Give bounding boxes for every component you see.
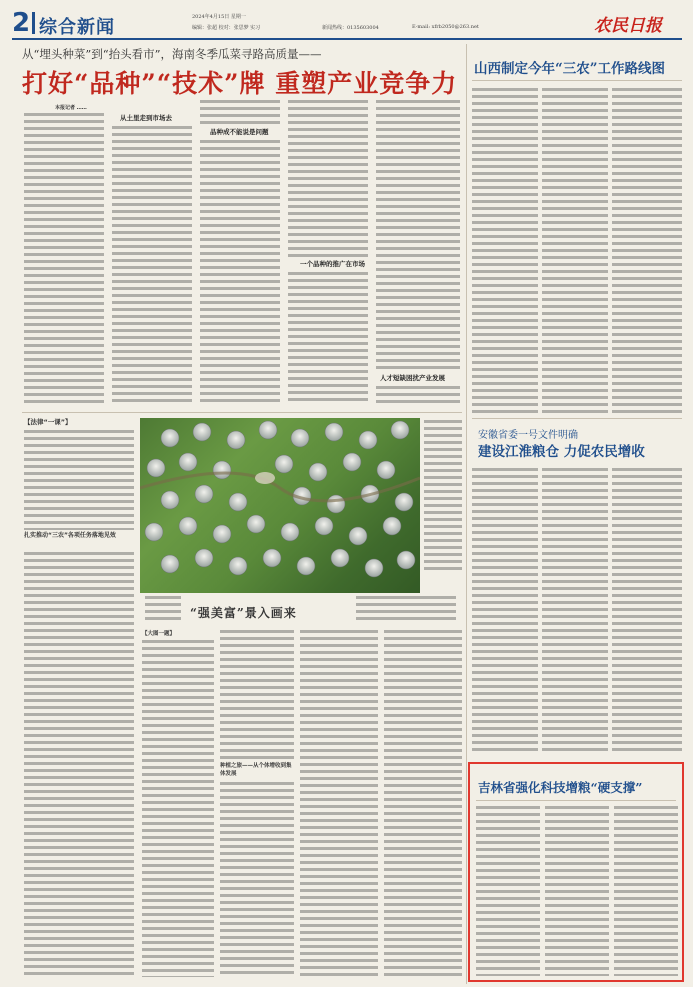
lead-text-col2 <box>112 126 192 406</box>
newspaper-logo: 农民日报 <box>594 16 662 36</box>
left-text-1 <box>24 430 134 530</box>
lead-bottom-rule <box>22 412 462 413</box>
photo-caption: “强美富”景入画来 <box>190 606 297 620</box>
middle-text-col2b <box>220 782 294 977</box>
lead-text-col5 <box>376 100 460 370</box>
left-subhead-1: 【法律“一课”】 <box>24 418 72 426</box>
anhui-text-col3 <box>612 468 682 753</box>
masthead-rule <box>12 38 682 40</box>
lead-subhead-4: 人才短缺困扰产业发展 <box>380 374 445 382</box>
lead-subhead-3: 一个品种的推广在市场 <box>300 260 365 268</box>
date-line: 2024年4月15日 星期一 <box>192 14 246 20</box>
middle-subhead-2: 种植之旅——从个体增收到集体发展 <box>220 763 292 777</box>
section-name: 综合新闻 <box>39 17 115 38</box>
middle-text-col3 <box>300 630 378 977</box>
jilin-headline: 吉林省强化科技增粮“硬支撑” <box>478 780 643 795</box>
anhui-headline: 建设江淮粮仓 力促农民增收 <box>478 444 645 460</box>
email-line: E-mail: xfrb2050@263.net <box>412 24 479 30</box>
page-number: 2 <box>12 8 31 38</box>
jilin-text-col2 <box>545 806 609 976</box>
lead-subhead-1: 从土里走到市场去 <box>120 114 172 122</box>
lead-headline: 打好“品种”“技术”牌 重塑产业竞争力 <box>22 69 458 98</box>
lead-text-col1 <box>24 113 104 405</box>
phone-line: 新闻热线：0135603004 <box>322 25 379 31</box>
photo-caption-text-right <box>356 596 456 620</box>
middle-subhead-1: 【大图一题】 <box>142 631 176 637</box>
lead-text-col5b <box>376 386 460 406</box>
jilin-rule <box>476 800 676 801</box>
greenhouse-pattern-icon <box>140 418 420 593</box>
lead-text-col4b <box>288 272 368 405</box>
sidebar-rule <box>472 80 682 81</box>
middle-text-col4 <box>384 630 462 977</box>
sidebar-text-col2 <box>542 88 608 413</box>
sidebar-text-col1 <box>472 88 538 413</box>
editor-line: 编辑：张超 校对：张思梦 实习 <box>192 25 261 31</box>
lead-text-col3b <box>200 140 280 405</box>
anhui-text-col1 <box>472 468 538 753</box>
lead-kicker: 从“埋头种菜”到“抬头看市”，海南冬季瓜菜寻路高质量—— <box>22 47 322 61</box>
lead-text-col4 <box>288 100 368 260</box>
photo-side-text <box>424 420 462 570</box>
lead-subhead-2: 品种成不能说是问题 <box>210 128 269 136</box>
left-text-2 <box>24 552 134 977</box>
photo-caption-text <box>145 596 181 620</box>
anhui-kicker: 安徽省委一号文件明确 <box>478 430 578 441</box>
middle-text-col2a <box>220 630 294 760</box>
anhui-top-rule <box>472 418 682 419</box>
news-photo <box>140 418 420 593</box>
masthead-divider <box>32 12 35 34</box>
jilin-text-col1 <box>476 806 540 976</box>
lead-text-col3 <box>200 100 280 128</box>
middle-text-col1 <box>142 640 214 977</box>
sidebar-text-col3 <box>612 88 682 413</box>
left-subhead-2: 扎实推动“三农”各项任务落地见效 <box>24 532 116 539</box>
anhui-text-col2 <box>542 468 608 753</box>
masthead <box>12 10 682 36</box>
jilin-story-box <box>468 762 684 982</box>
column-divider-right <box>466 44 467 984</box>
sidebar-headline: 山西制定今年“三农”工作路线图 <box>474 61 666 77</box>
lead-byline: 本报记者 …… <box>55 105 87 111</box>
jilin-text-col3 <box>614 806 678 976</box>
